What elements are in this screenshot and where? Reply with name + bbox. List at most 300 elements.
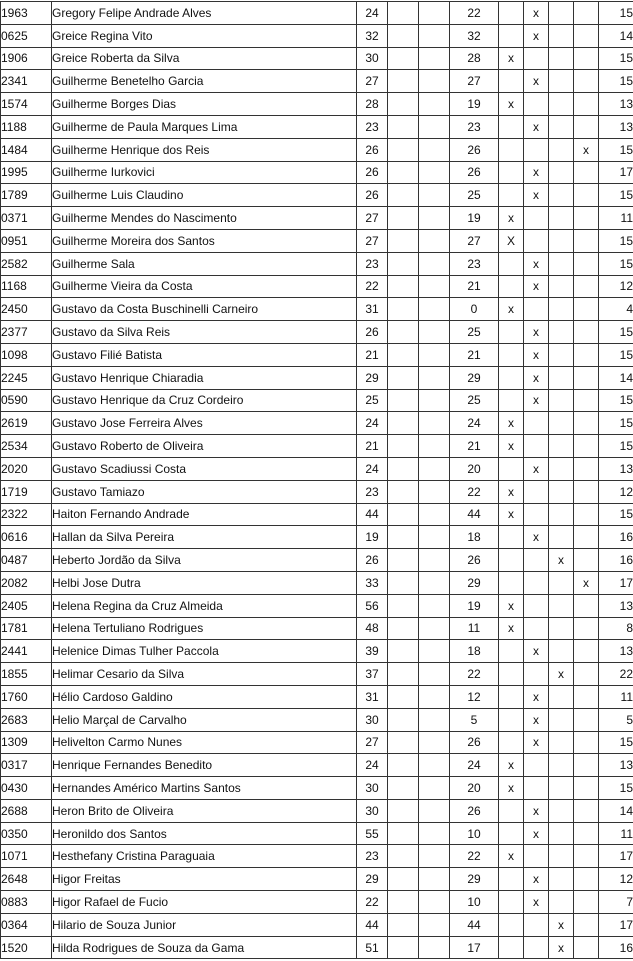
table-row: [1, 70, 633, 93]
value-cell: 24: [450, 754, 499, 777]
mark-cell-a: x: [499, 503, 524, 526]
value-cell: 10: [450, 891, 499, 914]
age-cell: 31: [357, 298, 388, 321]
code-cell: 1574: [1, 93, 52, 116]
mark-cell-d: [574, 275, 599, 298]
code-cell: 2648: [1, 868, 52, 891]
table-row: [1, 229, 633, 252]
mark-cell-a: [499, 526, 524, 549]
code-cell: 0625: [1, 24, 52, 47]
empty-cell: [419, 845, 450, 868]
mark-cell-b: [524, 138, 549, 161]
value-cell: 29: [450, 571, 499, 594]
age-cell: 27: [357, 70, 388, 93]
mark-cell-a: [499, 275, 524, 298]
empty-cell: [388, 799, 419, 822]
empty-cell: [388, 229, 419, 252]
empty-cell: [419, 115, 450, 138]
total-cell: 16: [599, 936, 633, 959]
empty-cell: [388, 617, 419, 640]
empty-cell: [419, 708, 450, 731]
mark-cell-c: [549, 321, 574, 344]
mark-cell-d: [574, 891, 599, 914]
table-row: [1, 480, 633, 503]
mark-cell-a: x: [499, 777, 524, 800]
value-cell: 21: [450, 275, 499, 298]
value-cell: 22: [450, 845, 499, 868]
mark-cell-d: [574, 47, 599, 70]
value-cell: 0: [450, 298, 499, 321]
name-cell: Henrique Fernandes Benedito: [52, 754, 357, 777]
total-cell: 13: [599, 754, 633, 777]
code-cell: 1484: [1, 138, 52, 161]
value-cell: 25: [450, 389, 499, 412]
total-cell: 15: [599, 184, 633, 207]
total-cell: 15: [599, 731, 633, 754]
value-cell: 23: [450, 252, 499, 275]
age-cell: 23: [357, 115, 388, 138]
empty-cell: [388, 845, 419, 868]
mark-cell-d: [574, 207, 599, 230]
mark-cell-a: [499, 115, 524, 138]
value-cell: 22: [450, 480, 499, 503]
mark-cell-d: [574, 252, 599, 275]
empty-cell: [388, 640, 419, 663]
value-cell: 21: [450, 435, 499, 458]
empty-cell: [419, 663, 450, 686]
total-cell: 16: [599, 526, 633, 549]
mark-cell-a: x: [499, 298, 524, 321]
value-cell: 26: [450, 161, 499, 184]
empty-cell: [419, 822, 450, 845]
mark-cell-b: x: [524, 115, 549, 138]
mark-cell-a: x: [499, 207, 524, 230]
mark-cell-c: [549, 457, 574, 480]
code-cell: 0350: [1, 822, 52, 845]
age-cell: 32: [357, 24, 388, 47]
value-cell: 19: [450, 207, 499, 230]
age-cell: 26: [357, 161, 388, 184]
empty-cell: [419, 275, 450, 298]
age-cell: 26: [357, 321, 388, 344]
mark-cell-c: [549, 685, 574, 708]
total-cell: 14: [599, 24, 633, 47]
table-row: [1, 115, 633, 138]
table-row: [1, 549, 633, 572]
mark-cell-c: x: [549, 549, 574, 572]
mark-cell-a: [499, 685, 524, 708]
age-cell: 33: [357, 571, 388, 594]
mark-cell-c: [549, 777, 574, 800]
mark-cell-a: x: [499, 412, 524, 435]
age-cell: 26: [357, 549, 388, 572]
mark-cell-d: [574, 480, 599, 503]
empty-cell: [388, 708, 419, 731]
age-cell: 31: [357, 685, 388, 708]
value-cell: 17: [450, 936, 499, 959]
empty-cell: [419, 891, 450, 914]
table-row: [1, 275, 633, 298]
mark-cell-a: X: [499, 229, 524, 252]
mark-cell-c: [549, 207, 574, 230]
total-cell: 5: [599, 708, 633, 731]
code-cell: 2582: [1, 252, 52, 275]
name-cell: Gustavo da Costa Buschinelli Carneiro: [52, 298, 357, 321]
mark-cell-d: [574, 115, 599, 138]
mark-cell-b: x: [524, 389, 549, 412]
code-cell: 2683: [1, 708, 52, 731]
age-cell: 23: [357, 252, 388, 275]
mark-cell-c: [549, 480, 574, 503]
age-cell: 48: [357, 617, 388, 640]
table-row: [1, 913, 633, 936]
age-cell: 19: [357, 526, 388, 549]
mark-cell-b: x: [524, 24, 549, 47]
empty-cell: [419, 389, 450, 412]
code-cell: 0364: [1, 913, 52, 936]
total-cell: 7: [599, 891, 633, 914]
code-cell: 0487: [1, 549, 52, 572]
code-cell: 1188: [1, 115, 52, 138]
mark-cell-a: x: [499, 435, 524, 458]
total-cell: 8: [599, 617, 633, 640]
mark-cell-b: x: [524, 343, 549, 366]
empty-cell: [388, 754, 419, 777]
mark-cell-d: x: [574, 138, 599, 161]
mark-cell-c: [549, 366, 574, 389]
age-cell: 24: [357, 754, 388, 777]
mark-cell-b: [524, 93, 549, 116]
empty-cell: [419, 617, 450, 640]
value-cell: 44: [450, 503, 499, 526]
age-cell: 28: [357, 93, 388, 116]
code-cell: 2341: [1, 70, 52, 93]
mark-cell-a: [499, 184, 524, 207]
empty-cell: [388, 184, 419, 207]
age-cell: 29: [357, 366, 388, 389]
table-body: [1, 2, 633, 959]
empty-cell: [419, 799, 450, 822]
code-cell: 2405: [1, 594, 52, 617]
mark-cell-a: [499, 640, 524, 663]
table-row: [1, 138, 633, 161]
total-cell: 15: [599, 252, 633, 275]
table-row: [1, 868, 633, 891]
code-cell: 2534: [1, 435, 52, 458]
mark-cell-d: [574, 343, 599, 366]
value-cell: 23: [450, 115, 499, 138]
code-cell: 0371: [1, 207, 52, 230]
empty-cell: [388, 822, 419, 845]
total-cell: 4: [599, 298, 633, 321]
empty-cell: [419, 936, 450, 959]
empty-cell: [388, 685, 419, 708]
code-cell: 2377: [1, 321, 52, 344]
mark-cell-b: [524, 435, 549, 458]
table-row: [1, 2, 633, 25]
empty-cell: [388, 571, 419, 594]
mark-cell-d: [574, 685, 599, 708]
mark-cell-c: [549, 799, 574, 822]
value-cell: 21: [450, 343, 499, 366]
total-cell: 14: [599, 366, 633, 389]
mark-cell-b: x: [524, 708, 549, 731]
empty-cell: [388, 936, 419, 959]
name-cell: Gustavo Henrique Chiaradia: [52, 366, 357, 389]
empty-cell: [419, 913, 450, 936]
total-cell: 14: [599, 799, 633, 822]
empty-cell: [419, 754, 450, 777]
table-row: [1, 24, 633, 47]
mark-cell-a: [499, 822, 524, 845]
mark-cell-d: [574, 777, 599, 800]
name-cell: Heronildo dos Santos: [52, 822, 357, 845]
name-cell: Hilda Rodrigues de Souza da Gama: [52, 936, 357, 959]
name-cell: Gustavo da Silva Reis: [52, 321, 357, 344]
mark-cell-d: [574, 868, 599, 891]
mark-cell-c: [549, 868, 574, 891]
mark-cell-c: [549, 2, 574, 25]
age-cell: 27: [357, 229, 388, 252]
value-cell: 18: [450, 526, 499, 549]
age-cell: 21: [357, 343, 388, 366]
age-cell: 21: [357, 435, 388, 458]
mark-cell-d: [574, 161, 599, 184]
table-row: [1, 503, 633, 526]
mark-cell-b: x: [524, 685, 549, 708]
name-cell: Hesthefany Cristina Paraguaia: [52, 845, 357, 868]
code-cell: 1719: [1, 480, 52, 503]
empty-cell: [388, 389, 419, 412]
mark-cell-b: [524, 229, 549, 252]
mark-cell-d: [574, 24, 599, 47]
code-cell: 0317: [1, 754, 52, 777]
mark-cell-b: x: [524, 457, 549, 480]
total-cell: 17: [599, 845, 633, 868]
age-cell: 26: [357, 138, 388, 161]
mark-cell-d: [574, 435, 599, 458]
code-cell: 2619: [1, 412, 52, 435]
empty-cell: [419, 526, 450, 549]
name-cell: Gustavo Scadiussi Costa: [52, 457, 357, 480]
value-cell: 22: [450, 2, 499, 25]
mark-cell-b: [524, 480, 549, 503]
mark-cell-a: [499, 366, 524, 389]
empty-cell: [419, 594, 450, 617]
mark-cell-d: [574, 708, 599, 731]
name-cell: Guilherme Mendes do Nascimento: [52, 207, 357, 230]
mark-cell-a: [499, 389, 524, 412]
empty-cell: [388, 321, 419, 344]
table-row: [1, 777, 633, 800]
table-row: [1, 184, 633, 207]
age-cell: 22: [357, 275, 388, 298]
table-row: [1, 594, 633, 617]
mark-cell-b: [524, 913, 549, 936]
mark-cell-d: [574, 731, 599, 754]
mark-cell-b: [524, 571, 549, 594]
mark-cell-b: x: [524, 70, 549, 93]
mark-cell-b: x: [524, 252, 549, 275]
mark-cell-d: x: [574, 571, 599, 594]
mark-cell-a: [499, 24, 524, 47]
table-row: [1, 822, 633, 845]
mark-cell-b: x: [524, 366, 549, 389]
age-cell: 30: [357, 799, 388, 822]
empty-cell: [419, 229, 450, 252]
mark-cell-b: [524, 207, 549, 230]
value-cell: 24: [450, 412, 499, 435]
empty-cell: [388, 207, 419, 230]
name-cell: Hallan da Silva Pereira: [52, 526, 357, 549]
mark-cell-b: x: [524, 161, 549, 184]
mark-cell-b: x: [524, 799, 549, 822]
age-cell: 44: [357, 913, 388, 936]
mark-cell-c: [549, 617, 574, 640]
empty-cell: [388, 503, 419, 526]
empty-cell: [388, 663, 419, 686]
table-row: [1, 526, 633, 549]
age-cell: 37: [357, 663, 388, 686]
age-cell: 56: [357, 594, 388, 617]
age-cell: 24: [357, 457, 388, 480]
mark-cell-d: [574, 549, 599, 572]
mark-cell-c: [549, 389, 574, 412]
mark-cell-b: x: [524, 822, 549, 845]
total-cell: 15: [599, 321, 633, 344]
code-cell: 1995: [1, 161, 52, 184]
mark-cell-c: [549, 275, 574, 298]
code-cell: 2245: [1, 366, 52, 389]
age-cell: 27: [357, 207, 388, 230]
mark-cell-c: [549, 891, 574, 914]
mark-cell-b: [524, 777, 549, 800]
empty-cell: [388, 777, 419, 800]
total-cell: 15: [599, 70, 633, 93]
mark-cell-d: [574, 663, 599, 686]
value-cell: 11: [450, 617, 499, 640]
name-cell: Guilherme Sala: [52, 252, 357, 275]
age-cell: 55: [357, 822, 388, 845]
total-cell: 13: [599, 93, 633, 116]
mark-cell-b: [524, 936, 549, 959]
value-cell: 26: [450, 138, 499, 161]
mark-cell-d: [574, 617, 599, 640]
code-cell: 1906: [1, 47, 52, 70]
total-cell: 17: [599, 571, 633, 594]
mark-cell-c: [549, 252, 574, 275]
value-cell: 29: [450, 868, 499, 891]
mark-cell-a: x: [499, 47, 524, 70]
empty-cell: [388, 412, 419, 435]
mark-cell-d: [574, 298, 599, 321]
empty-cell: [419, 321, 450, 344]
mark-cell-d: [574, 93, 599, 116]
name-cell: Guilherme Henrique dos Reis: [52, 138, 357, 161]
total-cell: 13: [599, 594, 633, 617]
mark-cell-c: [549, 503, 574, 526]
name-cell: Helena Regina da Cruz Almeida: [52, 594, 357, 617]
empty-cell: [419, 207, 450, 230]
table-row: [1, 412, 633, 435]
table-row: [1, 389, 633, 412]
age-cell: 26: [357, 184, 388, 207]
mark-cell-d: [574, 412, 599, 435]
code-cell: 1168: [1, 275, 52, 298]
code-cell: 2441: [1, 640, 52, 663]
mark-cell-a: [499, 663, 524, 686]
empty-cell: [419, 184, 450, 207]
empty-cell: [419, 138, 450, 161]
value-cell: 26: [450, 731, 499, 754]
mark-cell-d: [574, 640, 599, 663]
student-roster-table: [0, 1, 633, 959]
mark-cell-b: [524, 503, 549, 526]
mark-cell-b: [524, 298, 549, 321]
code-cell: 2450: [1, 298, 52, 321]
total-cell: 11: [599, 822, 633, 845]
name-cell: Helio Marçal de Carvalho: [52, 708, 357, 731]
mark-cell-c: [549, 229, 574, 252]
name-cell: Hernandes Américo Martins Santos: [52, 777, 357, 800]
mark-cell-c: [549, 731, 574, 754]
mark-cell-d: [574, 845, 599, 868]
table-row: [1, 936, 633, 959]
mark-cell-c: x: [549, 936, 574, 959]
code-cell: 1781: [1, 617, 52, 640]
value-cell: 20: [450, 777, 499, 800]
empty-cell: [388, 343, 419, 366]
mark-cell-c: [549, 708, 574, 731]
table-row: [1, 207, 633, 230]
name-cell: Gregory Felipe Andrade Alves: [52, 2, 357, 25]
mark-cell-c: [549, 412, 574, 435]
mark-cell-a: [499, 161, 524, 184]
age-cell: 24: [357, 2, 388, 25]
name-cell: Haiton Fernando Andrade: [52, 503, 357, 526]
empty-cell: [419, 298, 450, 321]
total-cell: 15: [599, 435, 633, 458]
mark-cell-a: [499, 457, 524, 480]
name-cell: Greice Roberta da Silva: [52, 47, 357, 70]
name-cell: Guilherme Iurkovici: [52, 161, 357, 184]
name-cell: Higor Freitas: [52, 868, 357, 891]
empty-cell: [388, 526, 419, 549]
empty-cell: [388, 275, 419, 298]
total-cell: 15: [599, 2, 633, 25]
empty-cell: [419, 70, 450, 93]
name-cell: Helivelton Carmo Nunes: [52, 731, 357, 754]
name-cell: Guilherme Borges Dias: [52, 93, 357, 116]
mark-cell-a: [499, 913, 524, 936]
mark-cell-c: [549, 161, 574, 184]
mark-cell-c: x: [549, 913, 574, 936]
mark-cell-d: [574, 913, 599, 936]
scanned-table-page: [0, 1, 633, 961]
empty-cell: [419, 24, 450, 47]
age-cell: 39: [357, 640, 388, 663]
empty-cell: [419, 685, 450, 708]
empty-cell: [388, 913, 419, 936]
total-cell: 15: [599, 412, 633, 435]
mark-cell-d: [574, 229, 599, 252]
code-cell: 1760: [1, 685, 52, 708]
mark-cell-a: [499, 731, 524, 754]
value-cell: 22: [450, 663, 499, 686]
mark-cell-c: [549, 594, 574, 617]
mark-cell-a: x: [499, 617, 524, 640]
table-row: [1, 663, 633, 686]
